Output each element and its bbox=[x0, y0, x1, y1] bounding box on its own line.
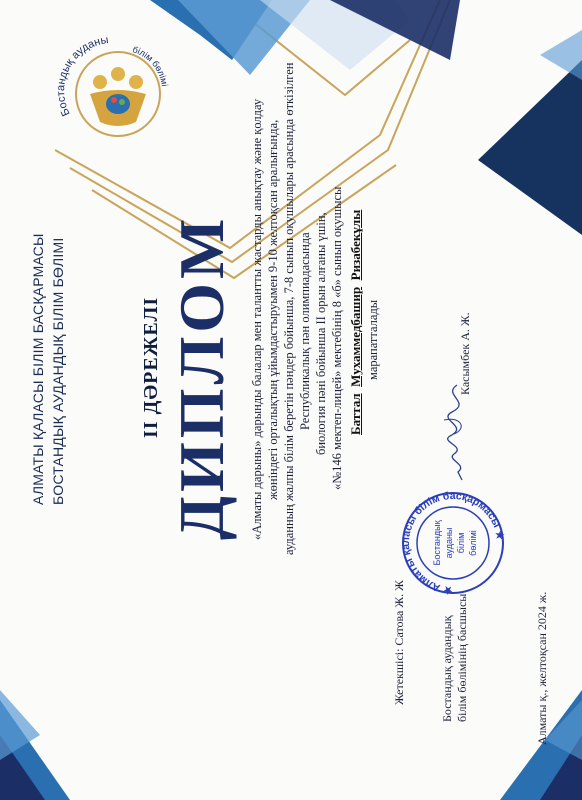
student-last-name: Баттал bbox=[348, 393, 363, 435]
diploma-title: ДИПЛОМ bbox=[166, 214, 237, 540]
official-stamp bbox=[400, 490, 506, 596]
body-line2: жөніндегі орталықтың ұйымдастыруымен 9-10 желтоқсан аралығында, bbox=[266, 119, 280, 500]
student-patronymic: Ризабекұлы bbox=[348, 209, 363, 281]
stamp-inner4: бөлімі bbox=[468, 530, 478, 556]
header-line2: БОСТАНДЫҚ АУДАНДЫҚ БІЛІМ БӨЛІМІ bbox=[50, 237, 66, 505]
signature-right: Касымбек А. Ж. bbox=[458, 312, 472, 395]
student-name bbox=[348, 210, 364, 435]
signature-left-line1: Бостандық аудандық bbox=[440, 615, 454, 722]
signature-left-line2: білім бөлімінің басшысы bbox=[455, 593, 469, 722]
header-line1: АЛМАТЫ ҚАЛАСЫ БІЛІМ БАСҚАРМАСЫ bbox=[30, 233, 46, 505]
signature-scribble bbox=[432, 380, 482, 485]
body-line1: «Алматы дарыны» дарынды балалар мен талантты жастарды анықтау және қолдау bbox=[250, 98, 264, 540]
body-line4: Республикалық пән олимпиадасында bbox=[298, 232, 312, 430]
awarded-text: марапатталады bbox=[366, 299, 380, 380]
degree-label: II ДӘРЕЖЕЛІ bbox=[140, 296, 162, 438]
stamp-outer-text: ★ Алматы қаласы білім басқармасы ★ bbox=[400, 490, 506, 596]
body-line3: ауданның жалпы білім беретін пәндер бойынша, 7-8 сынып оқушылары арасында өткізілген bbox=[282, 62, 296, 555]
stamp-inner3: білім bbox=[456, 532, 466, 554]
logo-sub-text: білім бөлімі bbox=[131, 44, 170, 88]
student-first-name: Мухаммедбашир bbox=[348, 286, 363, 387]
footer-date: Алматы қ., желтоқсан 2024 ж. bbox=[535, 591, 549, 745]
body-line6: «№146 мектеп-лицей» мектебінің 8 «б» сынып оқушысы bbox=[330, 186, 344, 490]
stamp-inner2: ауданы bbox=[444, 527, 454, 559]
body-line5: биология пәні бойынша II орын алғаны үшін, bbox=[314, 212, 328, 455]
logo-arc-text: Бостандық ауданы bbox=[55, 34, 110, 118]
stamp-inner1: Бостандық bbox=[432, 520, 442, 566]
mentor-text: Жетекшісі: Сатова Ж. Ж bbox=[392, 580, 406, 705]
